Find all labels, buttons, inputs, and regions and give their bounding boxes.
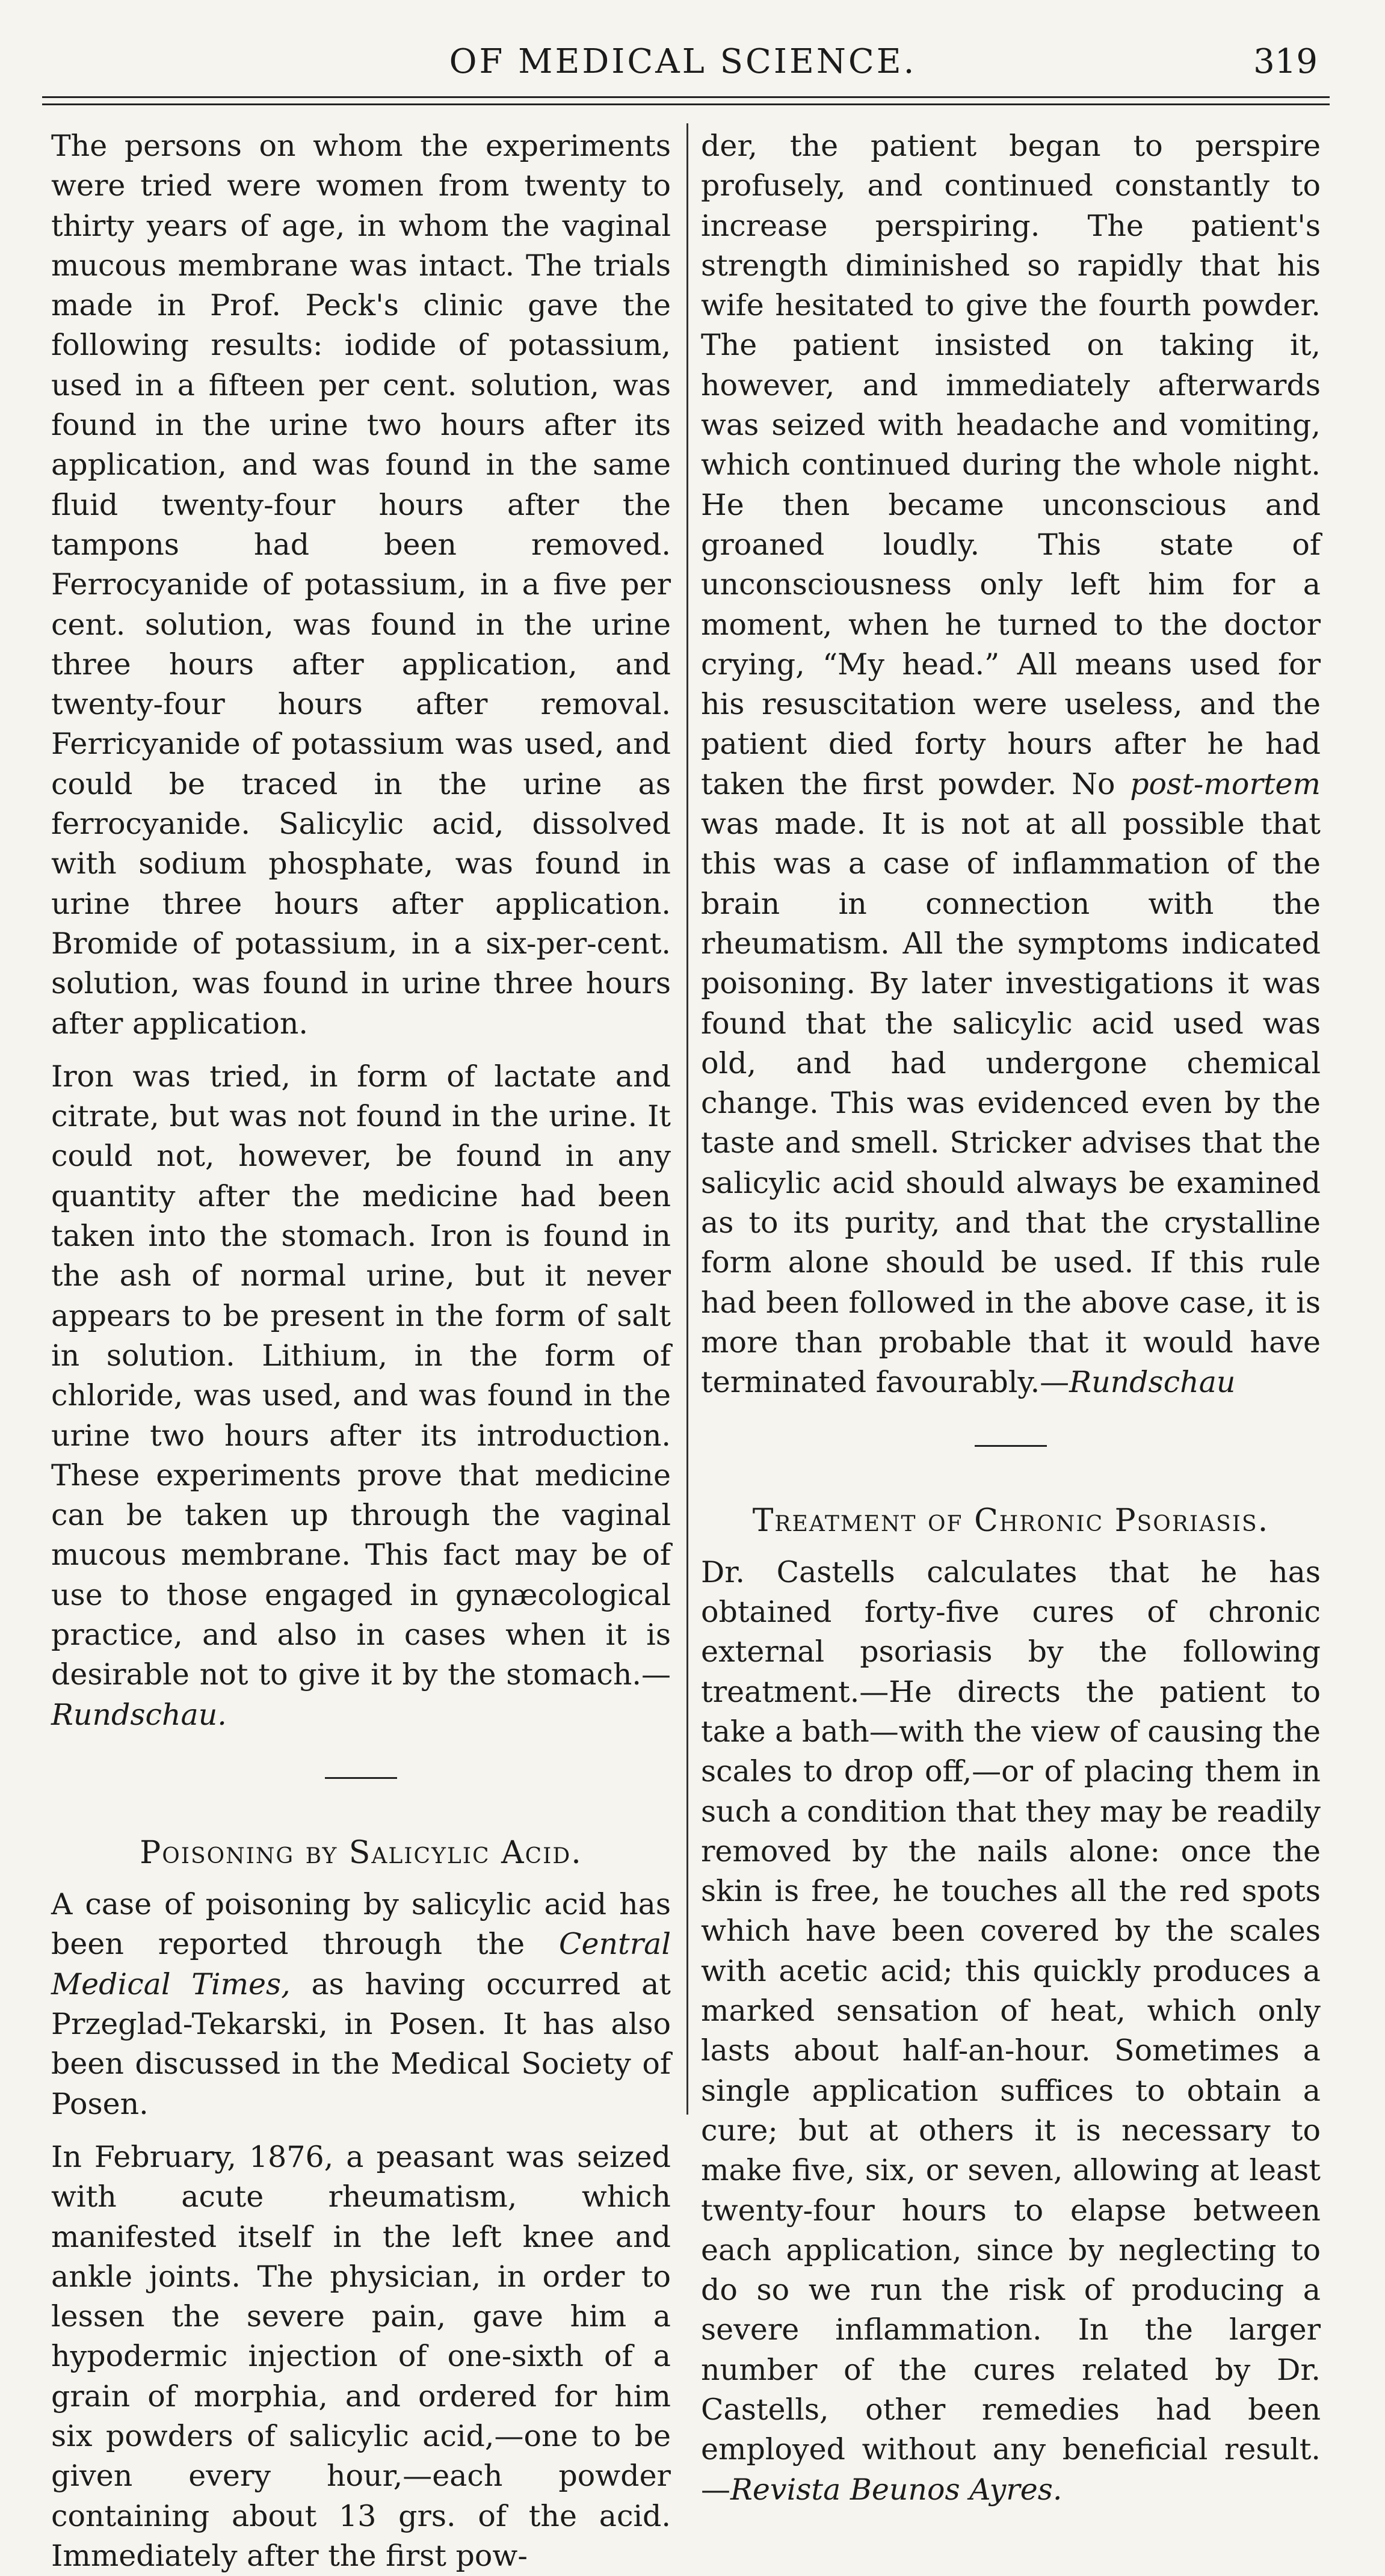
paragraph	[51, 1885, 671, 2124]
running-title: OF MEDICAL SCIENCE.	[449, 42, 917, 81]
right-column	[701, 126, 1321, 2507]
column-divider	[686, 123, 688, 2115]
source-citation: Rundschau.	[51, 1697, 227, 1732]
paragraph-text: was made. It is not at all possible that this was a case of inflammation of the brain in connection with the rheumatism. All the symptoms indicated poisoning. By later investigations it was found that the salicylic acid used was old, and had undergone chemical change. This was evidenced even by the taste and smell. Stricker advises that the salicylic acid should always be examined as to its purity, and that the crystalline form alone should be used. If this rule had been followed in the above case, it is more than probable that it would have terminated favourably.—	[701, 807, 1321, 1400]
section-heading: Poisoning by Salicylic Acid.	[140, 1834, 582, 1871]
source-citation: Rundschau	[1069, 1365, 1236, 1400]
page-number: 319	[1253, 42, 1318, 81]
left-column	[51, 126, 671, 2573]
paragraph-text: as having occurred at Przeglad-Tekarski, in Posen. It has also been discussed in the Medical Society of Posen.	[51, 1967, 671, 2121]
paragraph-text: der, the patient began to perspire profusely, and continued constantly to increase perspiring. The patient's strength diminished so rapidly that his wife hesitated to give the fourth powder. The patient insisted on taking it, however, and immediately afterwards was seized with headache and vomiting, which continued during the whole night. He then became unconscious and groaned loudly. This state of unconsciousness only left him for a moment, when he turned to the doctor crying, “My head.” All means used for his resuscitation were useless, and the patient died forty hours after he had taken the first powder. No	[701, 129, 1321, 801]
paragraph-text: Dr. Castells calculates that he has obtained forty-five cures of chronic external psoriasis by the following treatment.—He directs the patient to take a bath—with the view of causing the scales to drop off,—or of placing them in such a condition that they may be readily removed by the nails alone: once the skin is free, he touches all the red spots which have been covered by the scales with acetic acid; this quickly produces a marked sensation of heat, which only lasts about half-an-hour. Sometimes a single application suffices to obtain a cure; but at others it is necessary to make five, six, or seven, allowing at least twenty-four hours to elapse between each application, since by neglecting to do so we run the risk of producing a severe inflammation. In the larger number of the cures related by Dr. Castells, other remedies had been employed without any beneficial result.—	[701, 1555, 1321, 2507]
journal-name: Central Medical Times,	[51, 1927, 671, 2001]
page-header	[36, 36, 1330, 102]
source-citation: Revista Beunos Ayres.	[730, 2472, 1063, 2507]
paragraph-text: A case of poisoning by salicylic acid has been reported through the	[51, 1887, 671, 1962]
paragraph	[701, 1553, 1321, 2510]
paragraph-text: Iron was tried, in form of lactate and citrate, but was not found in the urine. It could not, however, be found in any quantity after the medicine had been taken into the stomach. Iron is found in the ash of normal urine, but it never appears to be present in the form of salt in solution. Lithium, in the form of chloride, was used, and was found in the urine two hours after its introduction. These experiments prove that medicine can be taken up through the vaginal mucous membrane. This fact may be of use to those engaged in gynæcological practice, and also in cases when it is desirable not to give it by the stomach.—	[51, 1059, 671, 1692]
latin-term: post-mortem	[1130, 766, 1321, 801]
section-divider	[325, 1777, 397, 1779]
section-divider	[975, 1445, 1047, 1447]
header-rule-top	[42, 96, 1330, 98]
section-heading: Treatment of Chronic Psoriasis.	[752, 1502, 1269, 1539]
paragraph	[51, 1057, 671, 1735]
paragraph	[701, 126, 1321, 1403]
paragraph: The persons on whom the experiments were tried were women from twenty to thirty years of age, in whom the vaginal mucous membrane was intact. The trials made in Prof. Peck's clinic gave the following results: iodide of potassium, used in a fifteen per cent. solution, was found in the urine two hours after its application, and was found in the same fluid twenty-four hours after the tampons had been removed. Ferrocyanide of potassium, in a five per cent. solution, was found in the urine three hours after application, and twenty-four hours after removal. Ferricyanide of potassium was used, and could be traced in the urine as ferrocyanide. Salicylic acid, dissolved with sodium phosphate, was found in urine three hours after application. Bromide of potassium, in a six-per-cent. solution, was found in urine three hours after application.	[51, 129, 671, 1041]
paragraph: In February, 1876, a peasant was seized with acute rheumatism, which manifested itself in the left knee and ankle joints. The physician, in order to lessen the severe pain, gave him a hypodermic injection of one-sixth of a grain of morphia, and ordered for him six powders of salicylic acid,—one to be given every hour,—each powder containing about 13 grs. of the acid. Immediately after the first pow-	[51, 2139, 671, 2573]
header-rule-bottom	[42, 103, 1330, 105]
